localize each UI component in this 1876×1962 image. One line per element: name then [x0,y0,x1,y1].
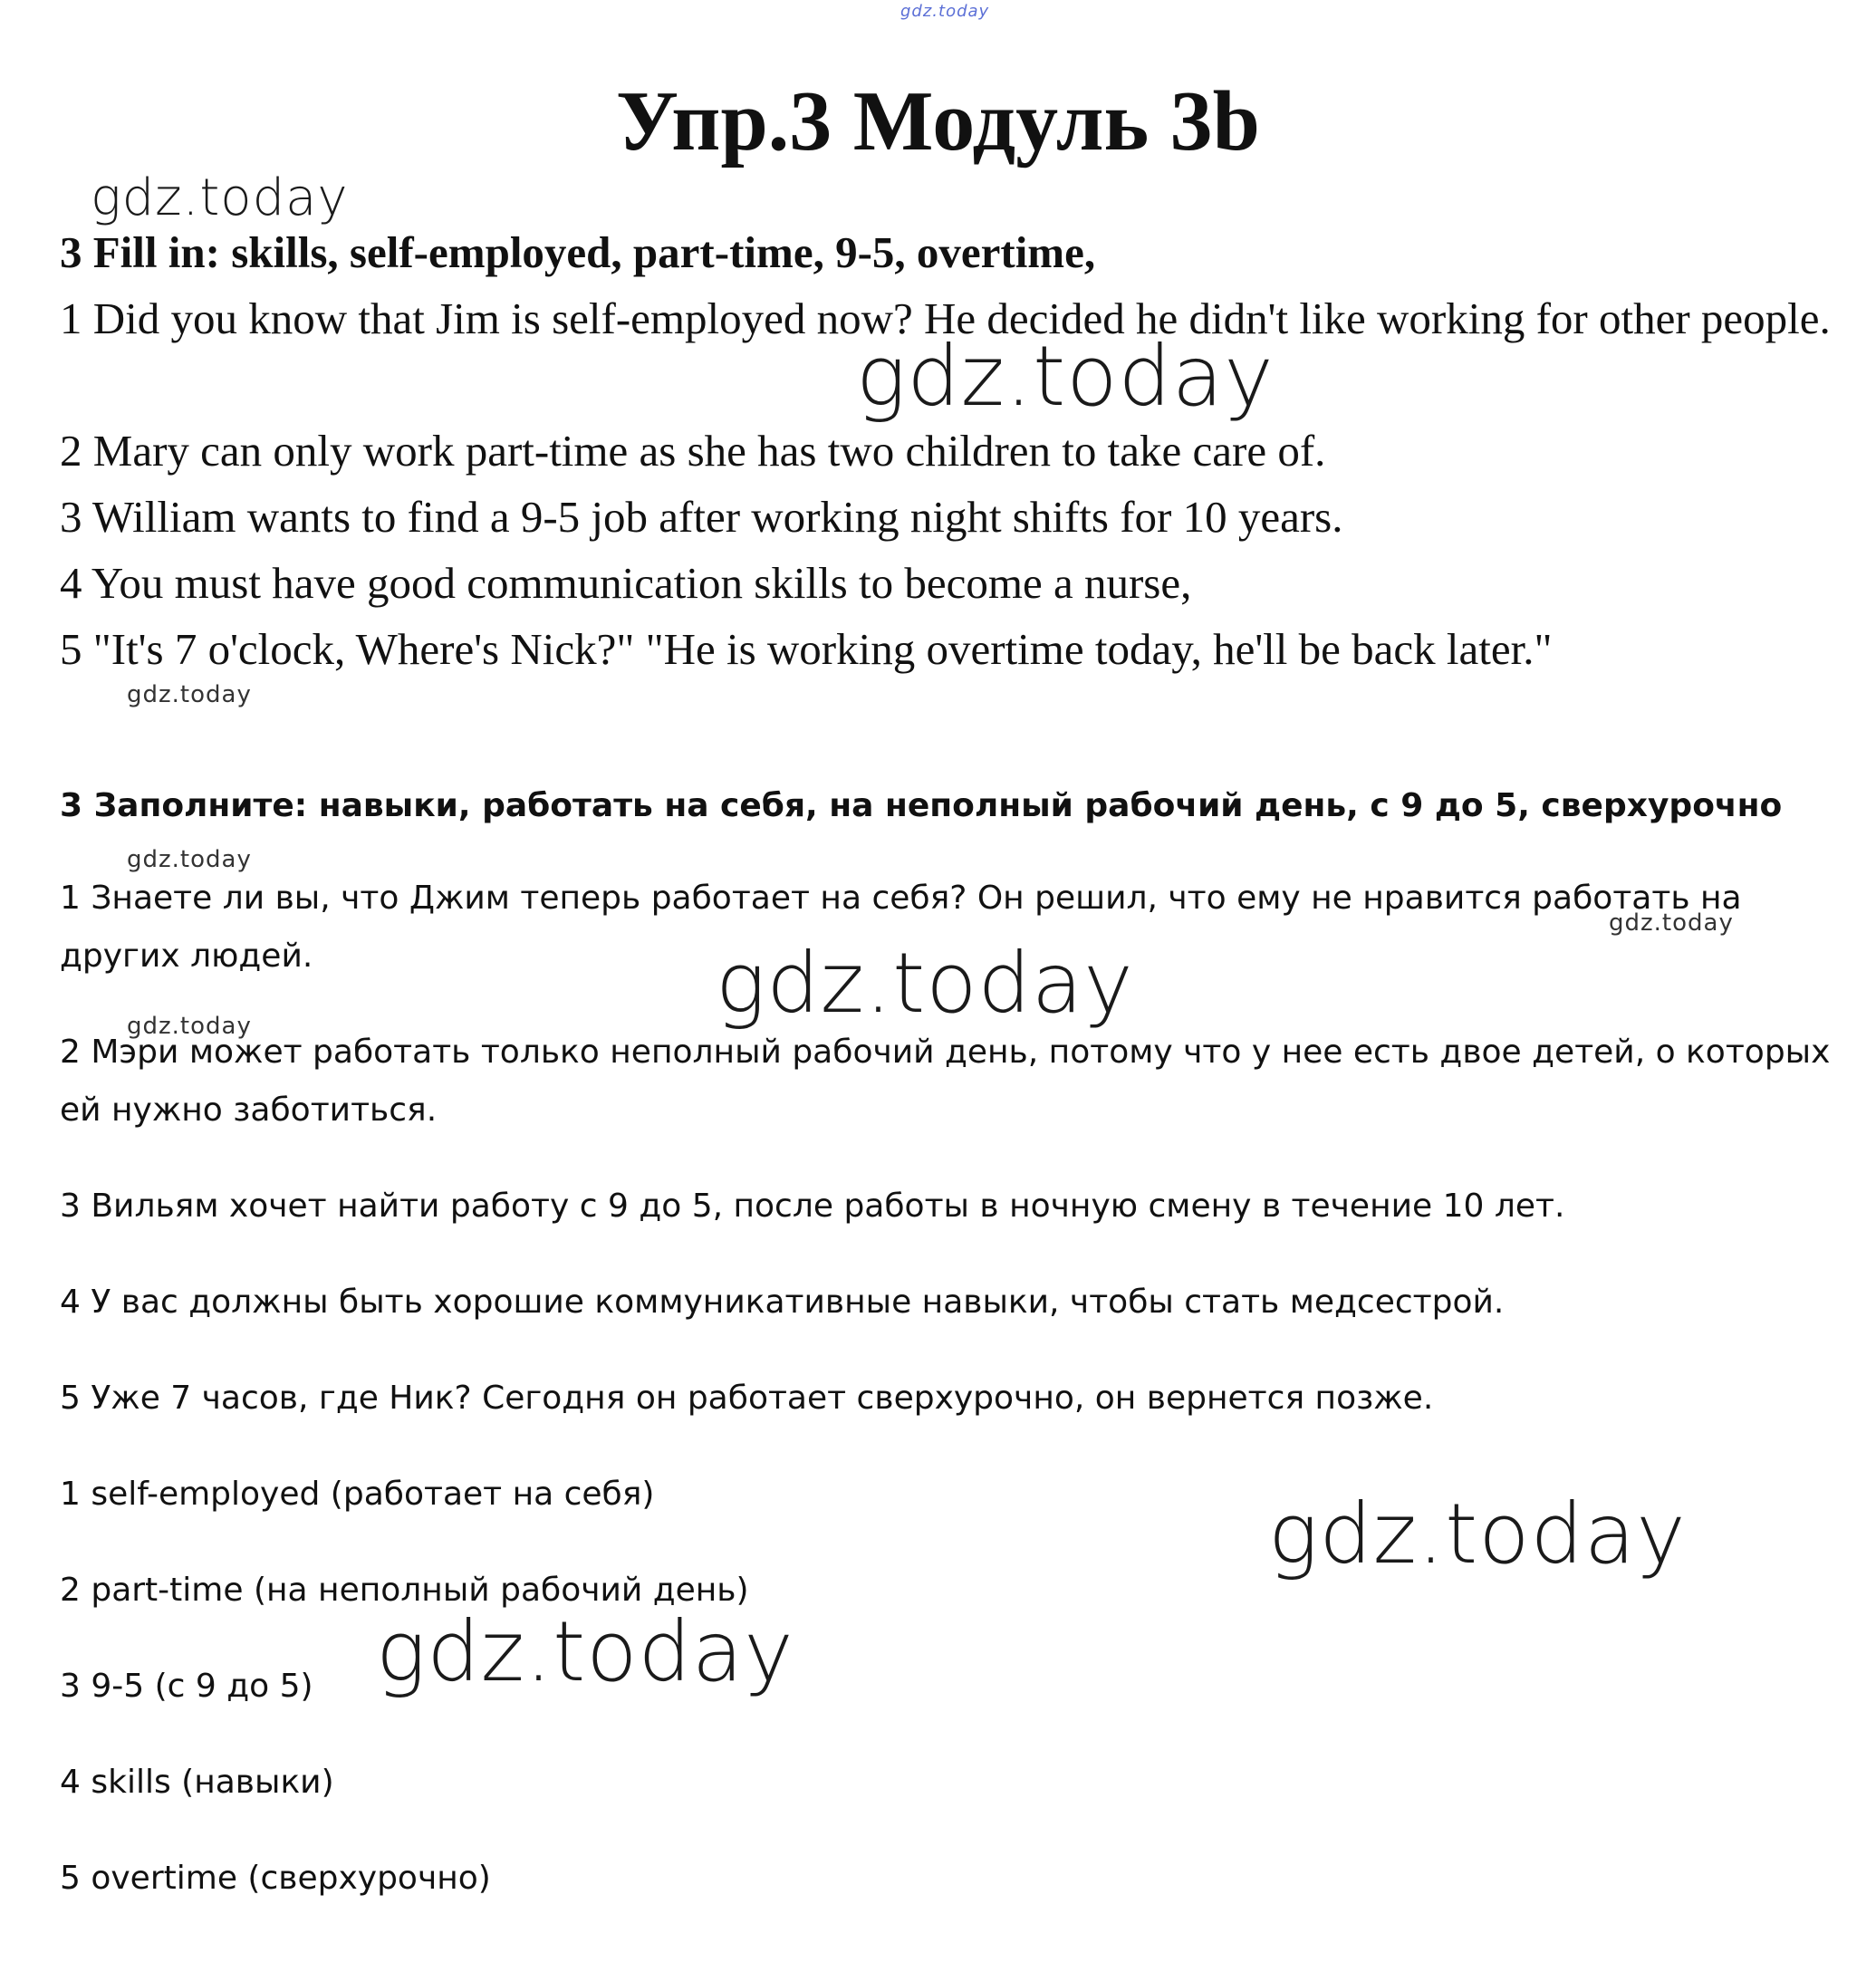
sentence-ru-1: 1 Знаете ли вы, что Джим теперь работает на себя? Он решил, что ему не нравится работать на других людей. [60,880,1742,975]
exercise-heading-ru: 3 Заполните: навыки, работать на себя, на неполный рабочий день, с 9 до 5, сверхурочно [60,787,1783,824]
page-title: Упр.3 Модуль 3b [616,74,1260,168]
watermark: gdz.today [91,168,349,227]
watermark: gdz.today [127,846,252,873]
exercise-heading-en: 3 Fill in: skills, self-employed, part-time, 9-5, overtime, [60,227,1096,277]
sentence-en-3: 3 William wants to find a 9-5 job after working night shifts for 10 years. [60,492,1343,542]
sentence-en-2: 2 Mary can only work part-time as she has two children to take care of. [60,426,1326,476]
sentence-ru-3: 3 Вильям хочет найти работу с 9 до 5, после работы в ночную смену в течение 10 лет. [60,1188,1565,1225]
watermark: gdz.today [856,328,1275,425]
answer-2: 2 part-time (на неполный рабочий день) [60,1572,749,1609]
answer-3: 3 9-5 (с 9 до 5) [60,1668,313,1705]
sentence-en-5: 5 "It's 7 o'clock, Where's Nick?" "He is working overtime today, he'll be back later." [60,624,1553,674]
answer-1: 1 self-employed (работает на себя) [60,1476,655,1513]
watermark: gdz.today [716,935,1134,1032]
sentence-ru-5: 5 Уже 7 часов, где Ник? Сегодня он работает сверхурочно, он вернется позже. [60,1380,1434,1417]
watermark: gdz.today [1609,909,1734,937]
answer-4: 4 skills (навыки) [60,1764,334,1801]
answer-5: 5 overtime (сверхурочно) [60,1860,491,1897]
sentence-ru-2: 2 Мэри может работать только неполный рабочий день, потому что у нее есть двое детей, о которых ей нужно заботиться. [60,1034,1831,1129]
watermark: gdz.today [127,681,252,708]
watermark: gdz.today [376,1603,794,1700]
watermark-top: gdz.today [900,2,990,21]
sentence-ru-4: 4 У вас должны быть хорошие коммуникативные навыки, чтобы стать медсестрой. [60,1284,1505,1321]
sentence-en-1: 1 Did you know that Jim is self-employed now? He decided he didn't like working for other people. [60,293,1831,343]
watermark: gdz.today [127,1013,252,1040]
watermark: gdz.today [1268,1486,1687,1582]
sentence-en-4: 4 You must have good communication skills to become a nurse, [60,558,1192,608]
